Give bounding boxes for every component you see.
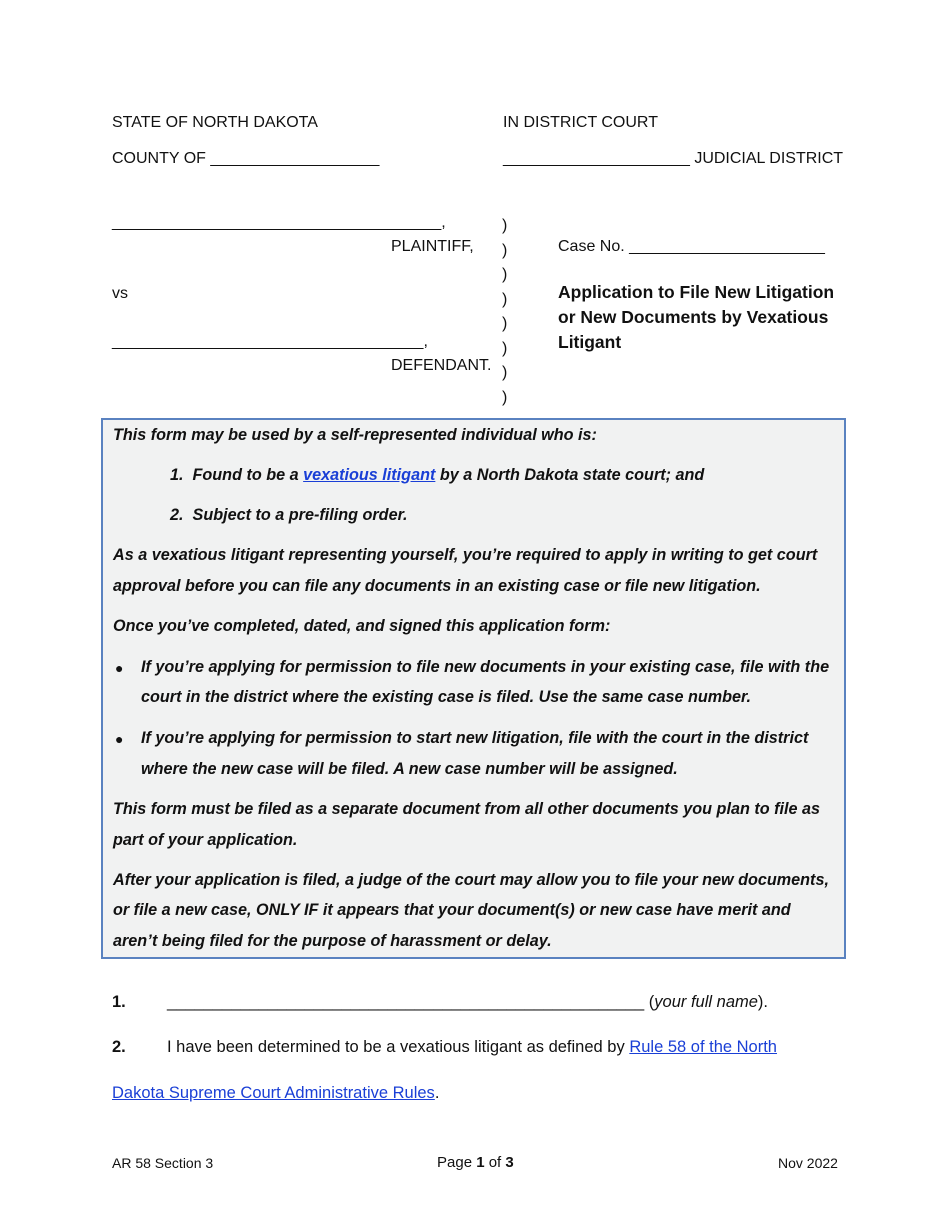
paren: ) bbox=[502, 217, 508, 234]
title-line: or New Documents by Vexatious bbox=[558, 307, 829, 327]
full-name-hint: your full name bbox=[654, 993, 758, 1011]
page-current: 1 bbox=[476, 1154, 485, 1171]
paren: ) bbox=[502, 364, 508, 381]
hint-open: ( bbox=[644, 993, 655, 1011]
body-item-number: 2. bbox=[112, 1038, 126, 1056]
case-number-field[interactable]: Case No. ______________________ bbox=[558, 238, 825, 255]
hint-close: ). bbox=[757, 993, 769, 1011]
administrative-rules-link[interactable]: Dakota Supreme Court Administrative Rules bbox=[112, 1084, 435, 1102]
revision-date: Nov 2022 bbox=[778, 1155, 838, 1171]
bullet-text: where the new case will be filed. A new case number will be assigned. bbox=[141, 760, 678, 778]
body-item-number: 1. bbox=[112, 993, 126, 1011]
defendant-name-line[interactable]: ___________________________________, bbox=[112, 333, 428, 350]
defendant-label: DEFENDANT. bbox=[391, 357, 492, 374]
bullet-text: court in the district where the existing case is filed. Use the same case number. bbox=[141, 688, 751, 706]
page-total: 3 bbox=[505, 1154, 514, 1171]
vexatious-statement-continued bbox=[112, 1084, 439, 1103]
bullet-text: If you’re applying for permission to start new litigation, file with the court in the district bbox=[141, 729, 809, 747]
item-text: by a North Dakota state court; and bbox=[439, 466, 705, 484]
paren: ) bbox=[502, 241, 508, 259]
page-of: of bbox=[484, 1154, 506, 1171]
full-name-field[interactable]: ____________________________________________________ bbox=[167, 993, 645, 1011]
paragraph-line: Once you’ve completed, dated, and signed this application form: bbox=[113, 617, 611, 635]
bullet-icon: ● bbox=[115, 731, 124, 747]
item-text: Subject to a pre-filing order. bbox=[192, 506, 408, 524]
bullet-icon: ● bbox=[115, 660, 124, 676]
paragraph-line: This form must be filed as a separate document from all other documents you plan to file as bbox=[113, 800, 820, 818]
paren: ) bbox=[502, 339, 508, 357]
state-name: STATE OF NORTH DAKOTA bbox=[112, 114, 318, 131]
vexatious-litigant-link[interactable]: vexatious litigant bbox=[303, 466, 436, 484]
title-line: Litigant bbox=[558, 332, 622, 352]
statement-end: . bbox=[434, 1084, 440, 1102]
paragraph-line: part of your application. bbox=[113, 831, 298, 849]
statement-text: I have been determined to be a vexatious litigant as defined by bbox=[167, 1038, 630, 1056]
full-name-line bbox=[167, 993, 768, 1012]
paren: ) bbox=[502, 290, 508, 308]
vexatious-statement bbox=[167, 1038, 777, 1057]
court-name: IN DISTRICT COURT bbox=[503, 114, 658, 131]
document-title bbox=[558, 280, 858, 355]
judicial-district-field[interactable]: _____________________ JUDICIAL DISTRICT bbox=[503, 150, 844, 167]
plaintiff-label: PLAINTIFF, bbox=[391, 238, 474, 255]
rule-58-link[interactable]: Rule 58 of the North bbox=[629, 1038, 777, 1056]
page-indicator bbox=[437, 1154, 514, 1171]
item-number: 2. bbox=[170, 506, 184, 524]
paren: ) bbox=[502, 315, 508, 332]
bullet-text: If you’re applying for permission to file new documents in your existing case, file with the bbox=[141, 658, 830, 676]
paragraph-line: or file a new case, ONLY IF it appears that your document(s) or new case have merit and bbox=[113, 901, 791, 919]
instructions-intro: This form may be used by a self-represented individual who is: bbox=[113, 426, 597, 444]
form-identifier: AR 58 Section 3 bbox=[112, 1155, 214, 1171]
item-number: 1. bbox=[170, 466, 184, 484]
eligibility-item-1 bbox=[170, 466, 704, 485]
caption-divider bbox=[502, 214, 514, 410]
title-line: Application to File New Litigation bbox=[558, 282, 835, 302]
paragraph-line: After your application is filed, a judge of the court may allow you to file your new documents, bbox=[113, 871, 829, 889]
paren: ) bbox=[502, 388, 508, 406]
page-word: Page bbox=[437, 1154, 477, 1171]
versus-label: vs bbox=[112, 285, 128, 302]
paragraph-line: As a vexatious litigant representing yourself, you’re required to apply in writing to get court bbox=[113, 546, 818, 564]
instructions-box bbox=[101, 418, 846, 959]
paragraph-line: aren’t being filed for the purpose of harassment or delay. bbox=[113, 932, 552, 950]
paragraph-line: approval before you can file any documents in an existing case or file new litigation. bbox=[113, 577, 761, 595]
eligibility-item-2 bbox=[170, 506, 407, 525]
county-field[interactable]: COUNTY OF ___________________ bbox=[112, 150, 380, 167]
plaintiff-name-line[interactable]: _____________________________________, bbox=[112, 214, 446, 231]
paren: ) bbox=[502, 266, 508, 283]
item-text: Found to be a bbox=[192, 466, 299, 484]
